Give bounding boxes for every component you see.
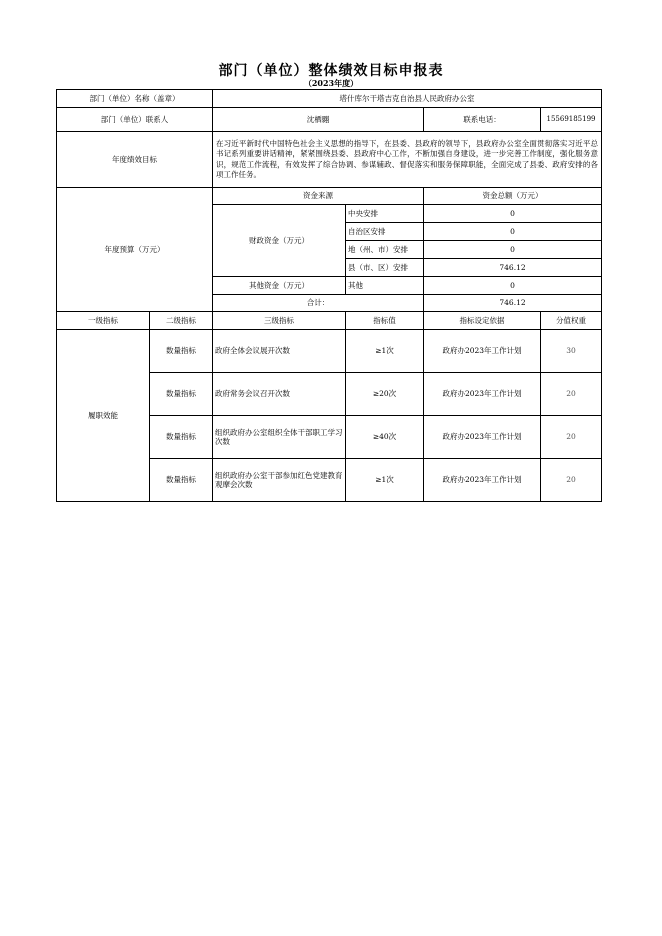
col-header-weight: 分值权重: [541, 312, 602, 330]
level2-indicator: 数量指标: [150, 416, 213, 459]
goal-text: 在习近平新时代中国特色社会主义思想的指导下，在县委、县政府的领导下，县政府办公室全面贯彻落实习近平总书记系列重要讲话精神，紧紧围绕县委、县政府中心工作，不断加强自身建设，进一步完善工作制度，强化服务意识，规范工作流程，有效发挥了综合协调、参谋辅政、督促落实和服务保障职能，全面完成了县委、政府安排的各项工作任务。: [213, 132, 602, 188]
indicator-basis: 政府办2023年工作计划: [424, 459, 541, 502]
budget-label: 年度预算（万元）: [57, 188, 213, 312]
fiscal-row-value: 0: [424, 241, 602, 259]
level3-indicator: 组织政府办公室组织全体干部职工学习次数: [213, 416, 346, 459]
contact-value: 沈栖翾: [213, 108, 424, 132]
col-header-level1: 一级指标: [57, 312, 150, 330]
indicator-weight: 20: [541, 373, 602, 416]
sum-value: 746.12: [424, 295, 602, 312]
fund-total-header: 资金总额（万元）: [424, 188, 602, 205]
phone-value: 15569185199: [541, 108, 602, 132]
sum-label: 合计：: [213, 295, 424, 312]
fiscal-row-name: 自治区安排: [346, 223, 424, 241]
other-fund-label: 其他资金（万元）: [213, 277, 346, 295]
fiscal-row-name: 地（州、市）安排: [346, 241, 424, 259]
indicator-weight: 30: [541, 330, 602, 373]
fiscal-row-value: 0: [424, 223, 602, 241]
indicator-weight: 20: [541, 416, 602, 459]
page-title: 部门（单位）整体绩效目标申报表: [218, 63, 444, 79]
col-header-basis: 指标设定依据: [424, 312, 541, 330]
col-header-value: 指标值: [346, 312, 424, 330]
fiscal-row-value: 746.12: [424, 259, 602, 277]
fiscal-row-name: 中央安排: [346, 205, 424, 223]
indicator-value: ≥20次: [346, 373, 424, 416]
indicator-value: ≥1次: [346, 459, 424, 502]
level2-indicator: 数量指标: [150, 330, 213, 373]
indicator-value: ≥40次: [346, 416, 424, 459]
indicator-weight: 20: [541, 459, 602, 502]
level3-indicator: 政府全体会议展开次数: [213, 330, 346, 373]
fund-source-header: 资金来源: [213, 188, 424, 205]
performance-table: [56, 89, 602, 502]
col-header-level3: 三级指标: [213, 312, 346, 330]
col-header-level2: 二级指标: [150, 312, 213, 330]
indicator-basis: 政府办2023年工作计划: [424, 373, 541, 416]
goal-label: 年度绩效目标: [57, 132, 213, 188]
phone-label: 联系电话：: [424, 108, 541, 132]
fiscal-row-name: 县（市、区）安排: [346, 259, 424, 277]
fiscal-fund-label: 财政资金（万元）: [213, 205, 346, 277]
dept-name-value: 塔什库尔干塔吉克自治县人民政府办公室: [213, 90, 602, 108]
other-fund-value: 0: [424, 277, 602, 295]
level1-indicator: 履职效能: [57, 330, 150, 502]
level2-indicator: 数量指标: [150, 459, 213, 502]
indicator-value: ≥1次: [346, 330, 424, 373]
indicator-basis: 政府办2023年工作计划: [424, 330, 541, 373]
level2-indicator: 数量指标: [150, 373, 213, 416]
indicator-basis: 政府办2023年工作计划: [424, 416, 541, 459]
other-fund-name: 其他: [346, 277, 424, 295]
fiscal-row-value: 0: [424, 205, 602, 223]
level3-indicator: 政府常务会议召开次数: [213, 373, 346, 416]
page-subtitle: （2023年度）: [303, 78, 359, 88]
contact-label: 部门（单位）联系人: [57, 108, 213, 132]
level3-indicator: 组织政府办公室干部参加红色党建教育观摩会次数: [213, 459, 346, 502]
dept-name-label: 部门（单位）名称（盖章）: [57, 90, 213, 108]
